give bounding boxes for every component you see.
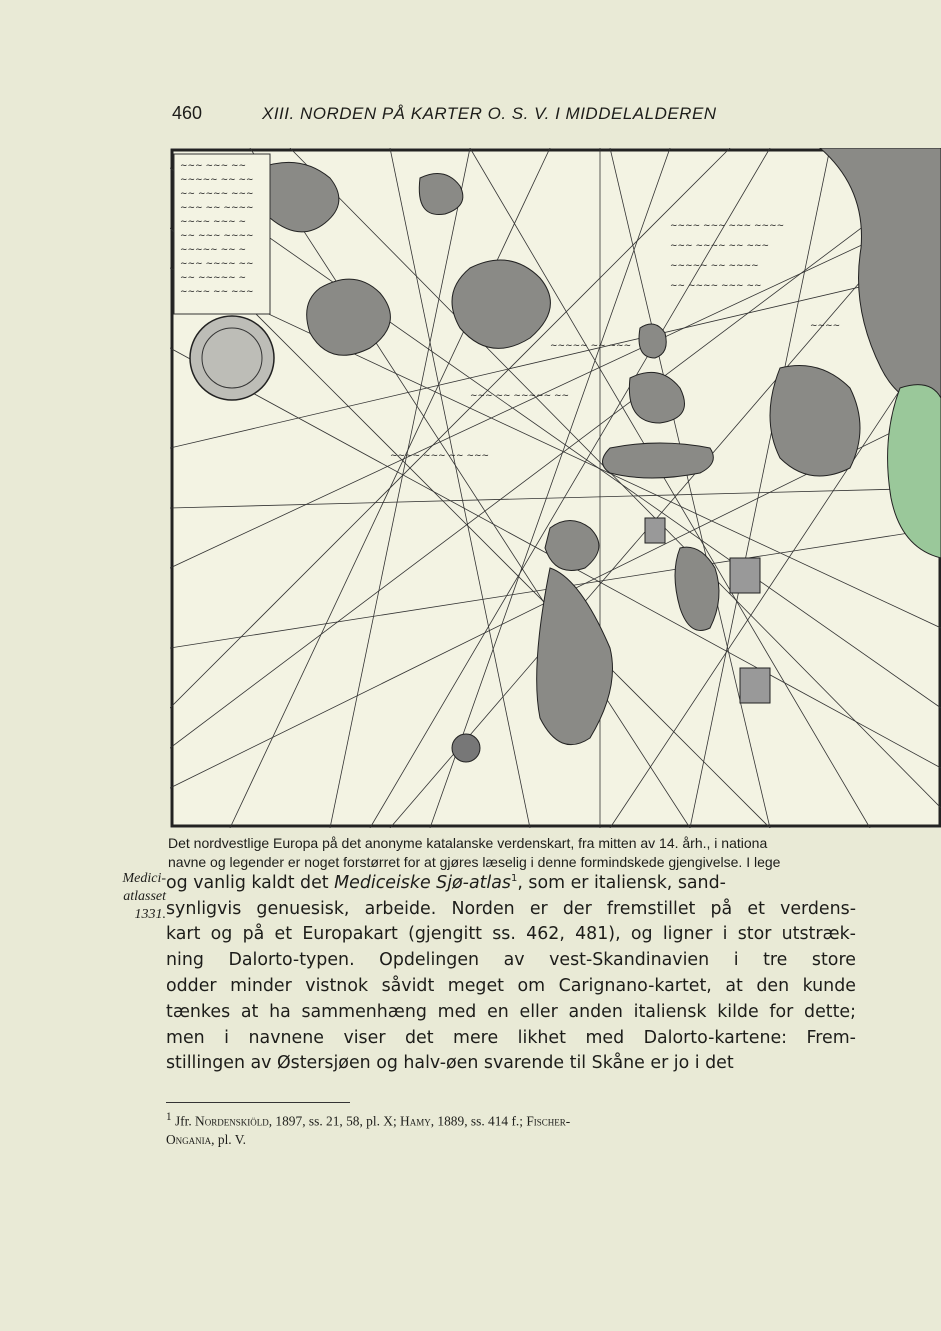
body-line: stillingen av Østersjøen og halv-øen svarende til Skåne er jo i det bbox=[166, 1053, 734, 1074]
footnote-rule bbox=[166, 1102, 350, 1103]
footnote-marker: 1 bbox=[166, 1111, 172, 1123]
svg-text:~~~~ ~~~ ~: ~~~~ ~~~ ~ bbox=[180, 217, 247, 227]
svg-text:~~~~: ~~~~ bbox=[810, 321, 841, 331]
svg-text:~~~~~ ~~ ~~~: ~~~~~ ~~ ~~~ bbox=[550, 341, 632, 351]
emphasized-title: Mediceiske Sjø-atlas bbox=[334, 872, 511, 893]
circular-island bbox=[190, 316, 274, 400]
caption-line: navne og legender er noget forstørret for at gjøres læselig i denne formindskede gjengivelse. I lege bbox=[168, 854, 781, 870]
svg-text:~~~~~ ~~ ~: ~~~~~ ~~ ~ bbox=[180, 245, 247, 255]
svg-text:~~~ ~~ ~~~~: ~~~ ~~ ~~~~ bbox=[180, 203, 254, 213]
footnote bbox=[166, 1108, 856, 1149]
svg-text:~~ ~~~~ ~~~: ~~ ~~~~ ~~~ bbox=[180, 189, 254, 199]
svg-text:~~ ~~~ ~~~~: ~~ ~~~ ~~~~ bbox=[180, 231, 254, 241]
body-text-span: og vanlig kaldt det bbox=[166, 872, 329, 893]
body-paragraph bbox=[166, 866, 856, 1077]
running-title: XIII. NORDEN PÅ KARTER O. S. V. I MIDDELALDEREN bbox=[262, 104, 717, 123]
body-line: men i navnene viser det mere likhet med Dalorto-kartene: Frem- bbox=[166, 1027, 856, 1048]
round-isle bbox=[452, 734, 480, 762]
author-name: Nordenskiöld bbox=[195, 1113, 269, 1129]
footnote-reference: 1 bbox=[510, 873, 518, 884]
footnote-text: , pl. V. bbox=[211, 1132, 247, 1148]
margin-note-line: Medici- bbox=[122, 871, 166, 886]
map-illustration bbox=[170, 148, 941, 828]
footnote-text: , 1897, ss. 21, 58, pl. X; bbox=[268, 1113, 397, 1129]
svg-text:~~~~ ~~~ ~~~ ~~~~: ~~~~ ~~~ ~~~ ~~~~ bbox=[670, 221, 785, 231]
body-line: tænkes at ha sammenhæng med en eller anden italiensk kilde for dette; bbox=[166, 1001, 856, 1022]
author-name: Hamy bbox=[400, 1113, 431, 1129]
body-text-span: , som er italiensk, sand- bbox=[517, 872, 726, 893]
margin-note-line: atlasset bbox=[123, 889, 166, 904]
svg-text:~~ ~~~~~ ~: ~~ ~~~~~ ~ bbox=[180, 273, 247, 283]
svg-text:~~~ ~~~~ ~~: ~~~ ~~~~ ~~ bbox=[180, 259, 254, 269]
svg-text:~~~ ~~ ~~~~~ ~~: ~~~ ~~ ~~~~~ ~~ bbox=[470, 391, 570, 401]
body-line bbox=[166, 866, 856, 897]
footnote-text: , 1889, ss. 414 f.; bbox=[430, 1113, 523, 1129]
body-line: synligvis genuesisk, arbeide. Norden er der fremstillet på et verdens- bbox=[166, 898, 856, 919]
svg-text:~~~ ~~~~ ~~ ~~~: ~~~ ~~~~ ~~ ~~~ bbox=[670, 241, 770, 251]
svg-text:~~~~ ~~~ ~~ ~~~: ~~~~ ~~~ ~~ ~~~ bbox=[390, 451, 490, 461]
body-line: kart og på et Europakart (gjengitt ss. 462, 481), og ligner i stor utstræk- bbox=[166, 924, 856, 945]
body-line: ning Dalorto-typen. Opdelingen av vest-Skandinavien i tre store bbox=[166, 950, 856, 971]
caption-line: Det nordvestlige Europa på det anonyme katalanske verdenskart, fra mitten av 14. årh., i nationa bbox=[168, 835, 768, 851]
svg-text:~~ ~~~~ ~~~ ~~: ~~ ~~~~ ~~~ ~~ bbox=[670, 281, 762, 291]
body-line: odder minder vistnok såvidt meget om Carignano-kartet, at den kunde bbox=[166, 975, 856, 996]
catalan-map-image bbox=[170, 148, 941, 828]
svg-text:~~~~~ ~~ ~~: ~~~~~ ~~ ~~ bbox=[180, 175, 254, 185]
svg-text:~~~~~ ~~ ~~~~: ~~~~~ ~~ ~~~~ bbox=[670, 261, 759, 271]
footnote-text: Jfr. bbox=[174, 1113, 192, 1129]
margin-note-line: 1331. bbox=[134, 907, 166, 922]
margin-note bbox=[94, 870, 166, 924]
author-name: Ongania bbox=[166, 1132, 212, 1148]
page-number: 460 bbox=[172, 103, 203, 123]
svg-text:~~~~ ~~ ~~~: ~~~~ ~~ ~~~ bbox=[180, 287, 254, 297]
author-name: Fischer- bbox=[526, 1113, 571, 1129]
svg-text:~~~ ~~~ ~~: ~~~ ~~~ ~~ bbox=[180, 161, 247, 171]
